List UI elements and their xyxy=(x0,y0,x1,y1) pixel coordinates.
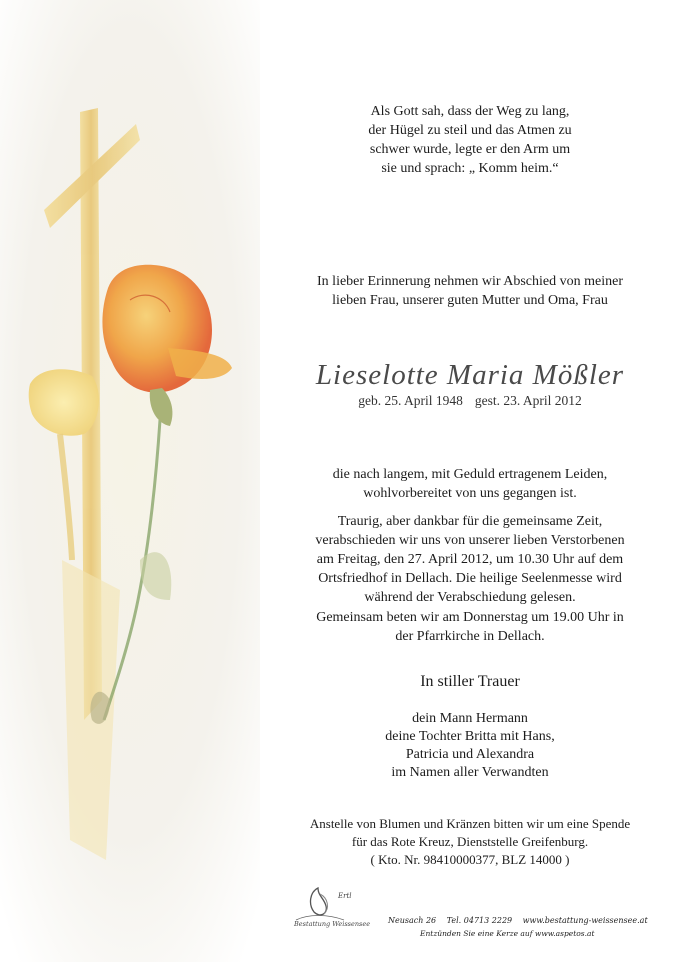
footer xyxy=(288,884,648,944)
funeral-line: Traurig, aber dankbar für die gemeinsame Zeit, xyxy=(337,514,603,529)
mourning-heading: In stiller Trauer xyxy=(420,673,520,690)
mourner-line: im Namen aller Verwandten xyxy=(391,765,549,780)
prayer-details xyxy=(300,608,640,646)
poem-line: der Hügel zu steil und das Atmen zu xyxy=(368,123,572,138)
mourner-line: dein Mann Hermann xyxy=(412,711,528,726)
poem-line: Als Gott sah, dass der Weg zu lang, xyxy=(370,104,570,119)
prayer-line: Gemeinsam beten wir am Donnerstag um 19.00 Uhr in xyxy=(316,610,624,625)
passage-line: die nach langem, mit Geduld ertragenem Leiden, xyxy=(332,467,608,482)
cross-and-roses-illustration xyxy=(0,0,260,962)
passage-line: wohlvorbereitet von uns gegangen ist. xyxy=(363,486,577,501)
deceased-name: Lieselotte Maria Mößler xyxy=(315,359,625,391)
logo-icon xyxy=(288,884,348,924)
poem-line: sie und sprach: „ Komm heim.“ xyxy=(381,161,559,176)
intro-line: In lieber Erinnerung nehmen wir Abschied von meiner xyxy=(317,274,623,289)
birth-date: geb. 25. April 1948 xyxy=(358,393,463,408)
website-link[interactable]: www.bestattung-weissensee.at xyxy=(522,916,648,925)
address: Neusach 26 xyxy=(388,916,437,925)
mourner-line: Patricia und Alexandra xyxy=(405,747,535,762)
funeral-line: verabschieden wir uns von unserer lieben Verstorbenen xyxy=(315,533,625,548)
intro-text xyxy=(300,272,640,310)
donation-line: ( Kto. Nr. 98410000377, BLZ 14000 ) xyxy=(370,852,570,867)
funeral-line: am Freitag, den 27. April 2012, um 10.30 Uhr auf dem xyxy=(316,552,624,567)
funeral-details xyxy=(300,512,640,607)
candle-note[interactable]: Entzünden Sie eine Kerze auf www.aspetos.at xyxy=(420,929,595,938)
poem xyxy=(300,102,640,178)
passage-text xyxy=(300,465,640,503)
intro-line: lieben Frau, unserer guten Mutter und Oma, Frau xyxy=(332,293,608,308)
logo-name: Ertl xyxy=(338,892,352,900)
phone: Tel. 04713 2229 xyxy=(446,916,513,925)
funeral-line: Ortsfriedhof in Dellach. Die heilige Seelenmesse wird xyxy=(318,571,622,586)
prayer-line: der Pfarrkirche in Dellach. xyxy=(395,629,545,644)
donation-line: für das Rote Kreuz, Dienststelle Greifenburg. xyxy=(351,834,589,849)
mourner-line: deine Tochter Britta mit Hans, xyxy=(385,729,555,744)
donation-line: Anstelle von Blumen und Kränzen bitten wir um eine Spende xyxy=(309,816,631,831)
death-date: gest. 23. April 2012 xyxy=(474,393,582,408)
logo-subtitle: Bestattung Weissensee xyxy=(294,920,371,928)
life-dates xyxy=(300,392,640,410)
funeral-line: während der Verabschiedung gelesen. xyxy=(364,590,576,605)
mourners-list xyxy=(300,710,640,782)
poem-line: schwer wurde, legte er den Arm um xyxy=(369,142,571,157)
funeral-home-logo xyxy=(288,884,371,934)
donation-note xyxy=(300,815,640,869)
contact-line xyxy=(388,916,656,925)
